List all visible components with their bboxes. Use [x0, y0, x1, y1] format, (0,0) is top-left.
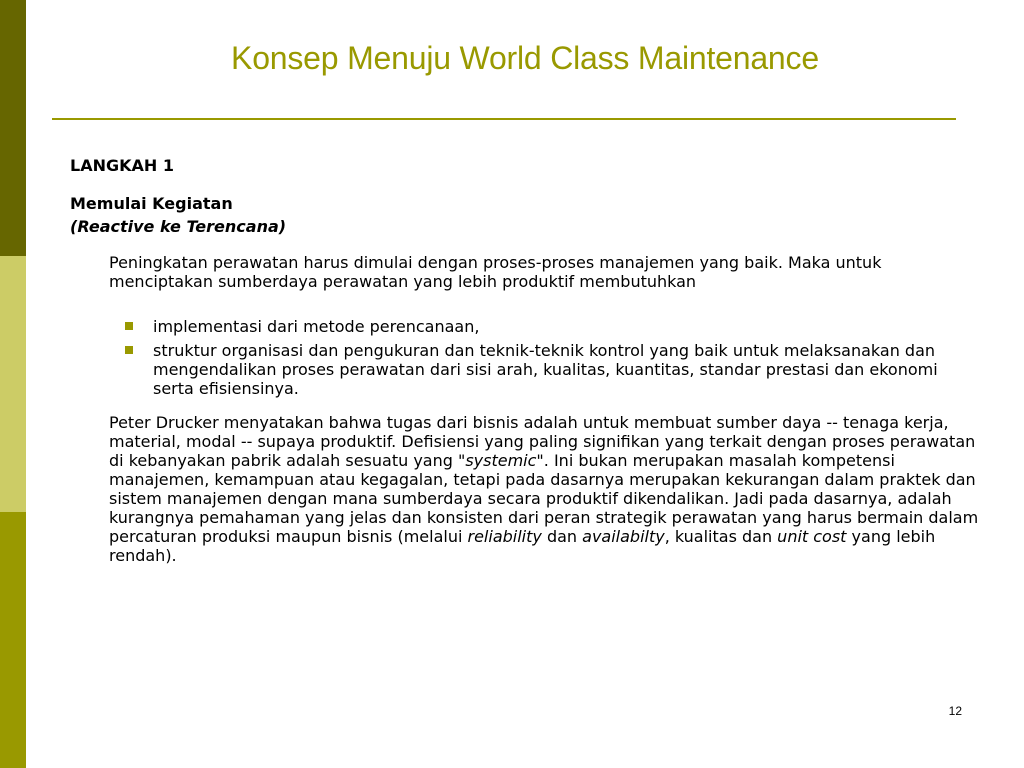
square-bullet-icon [125, 346, 133, 354]
paragraph-text: dan [541, 527, 583, 546]
page-number: 12 [948, 704, 962, 718]
section-subtitle: Memulai Kegiatan [70, 194, 233, 213]
section-subtitle-italic: (Reactive ke Terencana) [70, 217, 287, 236]
emphasis-availability: availabilty [582, 527, 665, 546]
title-divider [52, 118, 956, 120]
bullet-text: implementasi dari metode perencanaan, [153, 317, 480, 336]
decorative-sidebar-middle [0, 256, 26, 512]
decorative-sidebar-bottom [0, 512, 26, 768]
paragraph-text: , kualitas dan [664, 527, 778, 546]
list-item [109, 317, 939, 336]
step-label: LANGKAH 1 [70, 156, 174, 175]
bullet-text: struktur organisasi dan pengukuran dan teknik-teknik kontrol yang baik untuk melaksanakan dan mengendalikan proses perawatan dari sisi arah, kualitas, kuantitas, standar prestasi dan ekonomi serta efisiensinya. [153, 341, 938, 398]
decorative-sidebar-top [0, 0, 26, 256]
square-bullet-icon [125, 322, 133, 330]
bullet-list [109, 317, 939, 403]
list-item [109, 341, 939, 398]
paragraph-text: Peter Drucker menyatakan bahwa tugas dari bisnis adalah untuk membuat sumber daya -- tenaga kerja, material, modal -- supaya produktif. Defisiensi yang paling signifikan yang terkait dengan proses perawatan di kebanyakan pabrik adalah sesuatu yang " [109, 413, 976, 470]
paragraph-text: ". Ini bukan merupakan masalah kompetensi manajemen, kemampuan atau kegagalan, tetapi pada dasarnya merupakan kekurangan dalam praktek dan sistem manajemen dengan mana sumberdaya secara produktif dikendalikan. Jadi pada dasarnya, adalah kurangnya pemahaman yang jelas dan konsisten dari peran strategik perawatan yang harus bermain dalam percaturan produksi maupun bisnis (melalui [109, 451, 979, 546]
emphasis-unit-cost: unit cost [777, 527, 847, 546]
slide-title: Konsep Menuju World Class Maintenance [231, 40, 819, 76]
intro-paragraph: Peningkatan perawatan harus dimulai dengan proses-proses manajemen yang baik. Maka untuk menciptakan sumberdaya perawatan yang lebih produktif membutuhkan [109, 253, 882, 291]
emphasis-reliability: reliability [467, 527, 542, 546]
drucker-paragraph [109, 413, 979, 565]
emphasis-systemic: systemic [465, 451, 537, 470]
paragraph-text: yang lebih rendah). [109, 527, 936, 565]
